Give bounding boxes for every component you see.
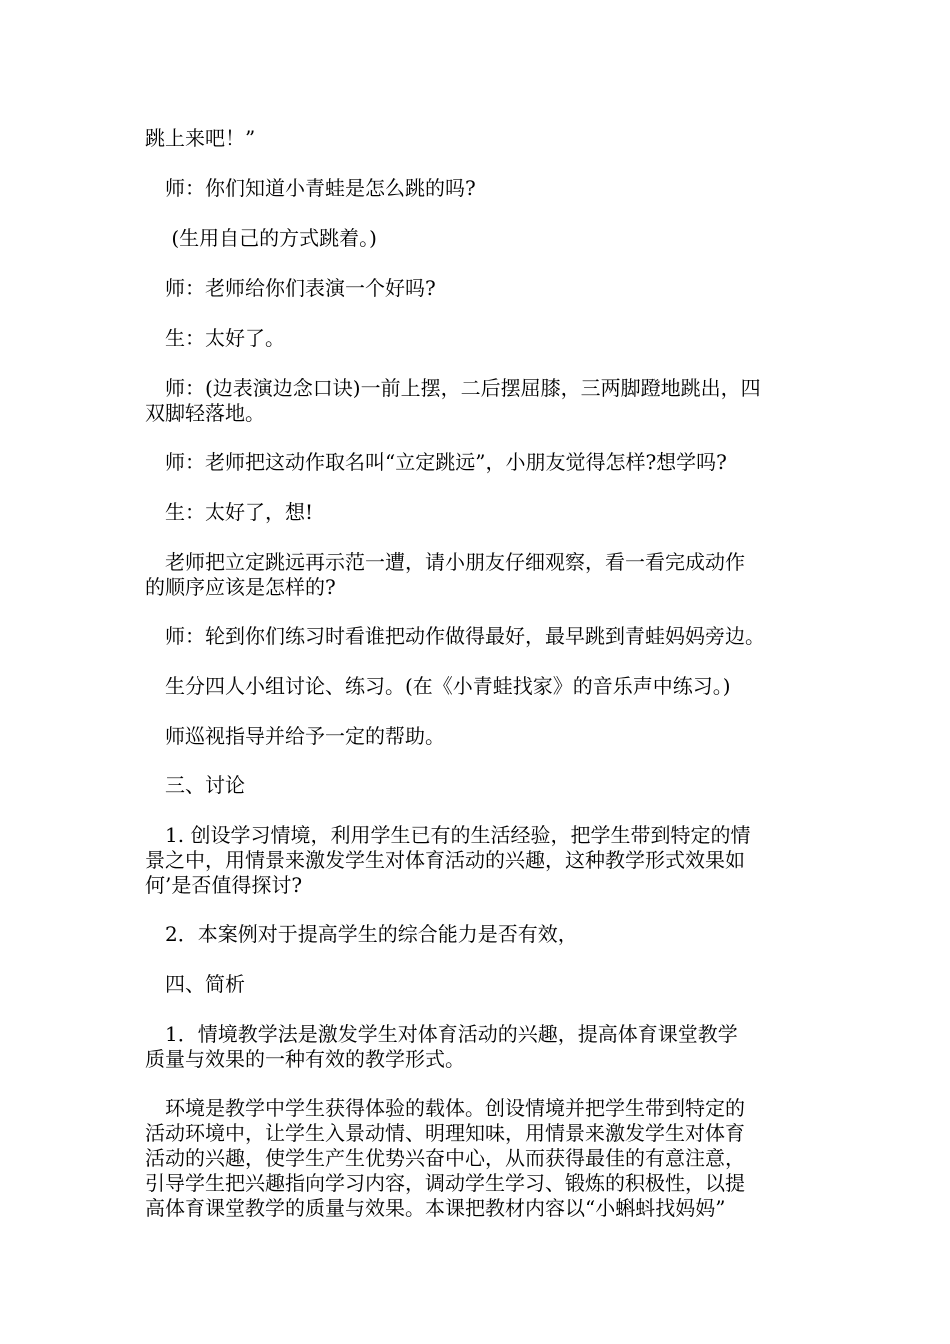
text-line: 师：(边表演边念口诀)一前上摆，二后摆屈膝，三两脚蹬地跳出，四 — [145, 376, 761, 400]
paragraph-11 — [145, 674, 825, 699]
text-line: 环境是教学中学生获得体验的载体。创设情境并把学生带到特定的 — [145, 1096, 745, 1120]
text-line: 1．情境教学法是激发学生对体育活动的兴趣，提高体育课堂教学 — [145, 1022, 738, 1046]
text-line: 师：老师给你们表演一个好吗? — [145, 276, 436, 300]
text-line: 双脚轻落地。 — [145, 401, 265, 425]
text-line: 老师把立定跳远再示范一遭，请小朋友仔细观察，看一看完成动作 — [145, 550, 745, 574]
text-line: 何’是否值得探讨? — [145, 873, 303, 897]
text-line: 生：太好了，想! — [145, 500, 314, 524]
paragraph-10 — [145, 624, 825, 649]
paragraph-7 — [145, 450, 825, 475]
paragraph-14 — [145, 823, 825, 898]
text-line: 的顺序应该是怎样的? — [145, 575, 336, 599]
paragraph-5 — [145, 326, 825, 351]
text-line: 活动环境中，让学生入景动情、明理知味，用情景来激发学生对体育 — [145, 1121, 745, 1145]
text-line: 引导学生把兴趣指向学习内容，调动学生学习、锻炼的积极性，以提 — [145, 1171, 745, 1195]
paragraph-9 — [145, 550, 825, 600]
paragraph-1 — [145, 126, 825, 151]
text-line: 生：太好了。 — [145, 326, 285, 350]
section-heading-analysis — [145, 972, 825, 997]
text-line: 师：你们知道小青蛙是怎么跳的吗? — [145, 176, 476, 200]
text-line: 师：轮到你们练习时看谁把动作做得最好，最早跳到青蛙妈妈旁边。 — [145, 624, 765, 648]
paragraph-15 — [145, 922, 825, 947]
text-line: 质量与效果的一种有效的教学形式。 — [145, 1047, 465, 1071]
paragraph-3 — [145, 226, 825, 251]
paragraph-4 — [145, 276, 825, 301]
paragraph-2 — [145, 176, 825, 201]
text-line: 四、简析 — [145, 972, 245, 996]
text-line: 景之中，用情景来激发学生对体育活动的兴趣，这种教学形式效果如 — [145, 848, 745, 872]
text-line: 2．本案例对于提高学生的综合能力是否有效， — [145, 922, 578, 946]
text-line: 师巡视指导并给予一定的帮助。 — [145, 724, 445, 748]
paragraph-17 — [145, 1022, 825, 1072]
paragraph-8 — [145, 500, 825, 525]
text-line: (生用自己的方式跳着。) — [145, 226, 377, 250]
paragraph-18 — [145, 1096, 825, 1221]
section-heading-discussion — [145, 773, 825, 798]
text-line: 高体育课堂教学的质量与效果。本课把教材内容以“小蝌蚪找妈妈” — [145, 1196, 726, 1220]
paragraph-12 — [145, 724, 825, 749]
text-line: 1. 创设学习情境，利用学生已有的生活经验，把学生带到特定的情 — [145, 823, 751, 847]
text-line: 活动的兴趣，使学生产生优势兴奋中心，从而获得最佳的有意注意， — [145, 1146, 745, 1170]
text-line: 跳上来吧！” — [145, 126, 256, 150]
text-line: 师：老师把这动作取名叫“立定跳远”，小朋友觉得怎样?想学吗? — [145, 450, 727, 474]
text-line: 三、讨论 — [145, 773, 245, 797]
text-line: 生分四人小组讨论、练习。(在《小青蛙找家》的音乐声中练习。) — [145, 674, 731, 698]
paragraph-6 — [145, 376, 825, 426]
